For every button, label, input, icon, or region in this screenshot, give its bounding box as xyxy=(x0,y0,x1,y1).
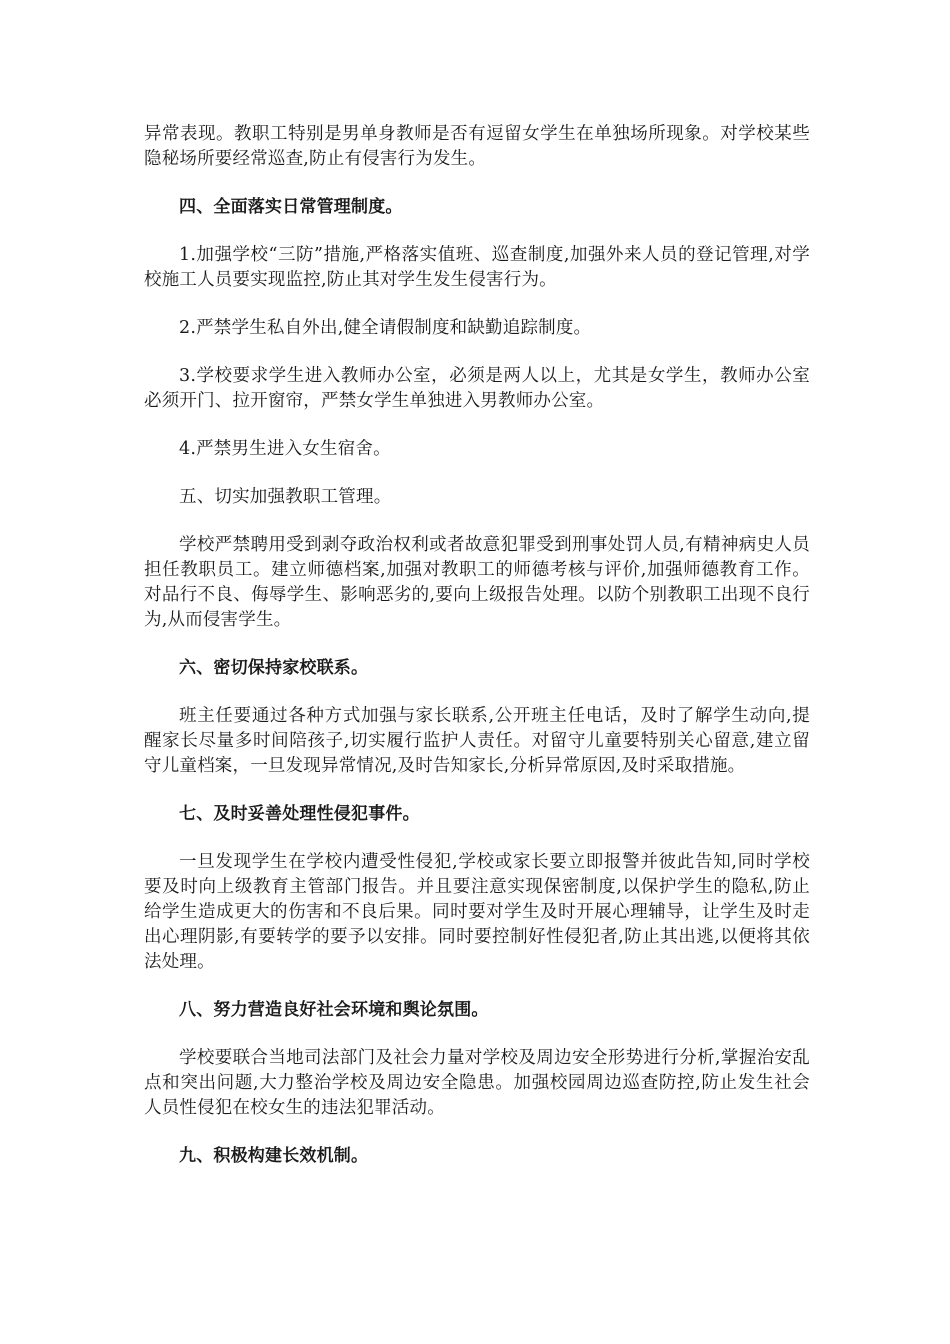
paragraph: 1.加强学校“三防”措施,严格落实值班、巡查制度,加强外来人员的登记管理,对学校施工人员要实现监控,防止其对学生发生侵害行为。 xyxy=(144,245,810,290)
paragraph: 班主任要通过各种方式加强与家长联系,公开班主任电话，及时了解学生动向,提醒家长尽量多时间陪孩子,切实履行监护人责任。对留守儿童要特别关心留意,建立留守儿童档案，一旦发现异常情况,及时告知家长,分析异常原因,及时采取措施。 xyxy=(144,706,810,776)
paragraph: 2.严禁学生私自外出,健全请假制度和缺勤追踪制度。 xyxy=(179,318,592,338)
section-heading: 五、切实加强教职工管理。 xyxy=(179,487,392,507)
section-heading: 四、全面落实日常管理制度。 xyxy=(179,197,403,217)
paragraph: 学校要联合当地司法部门及社会力量对学校及周边安全形势进行分析,掌握治安乱点和突出问题,大力整治学校及周边安全隐患。加强校园周边巡查防控,防止发生社会人员性侵犯在校女生的违法犯罪活动。 xyxy=(144,1048,810,1118)
section-heading: 九、积极构建长效机制。 xyxy=(179,1146,369,1166)
paragraph: 异常表现。教职工特别是男单身教师是否有逗留女学生在单独场所现象。对学校某些隐秘场所要经常巡查,防止有侵害行为发生。 xyxy=(144,124,810,169)
section-heading: 六、密切保持家校联系。 xyxy=(179,658,369,678)
paragraph: 学校严禁聘用受到剥夺政治权利或者故意犯罪受到刑事处罚人员,有精神病史人员担任教职员工。建立师德档案,加强对教职工的师德考核与评价,加强师德教育工作。对品行不良、侮辱学生、影响恶劣的,要向上级报告处理。以防个别教职工出现不良行为,从而侵害学生。 xyxy=(144,535,810,630)
paragraph: 一旦发现学生在学校内遭受性侵犯,学校或家长要立即报警并彼此告知,同时学校要及时向上级教育主管部门报告。并且要注意实现保密制度,以保护学生的隐私,防止给学生造成更大的伤害和不良后果。同时要对学生及时开展心理辅导，让学生及时走出心理阴影,有要转学的要予以安排。同时要控制好性侵犯者,防止其出逃,以便将其依法处理。 xyxy=(144,852,810,972)
section-heading: 八、努力营造良好社会环境和舆论氛围。 xyxy=(179,1000,489,1020)
document-body xyxy=(144,122,810,1192)
paragraph: 3.学校要求学生进入教师办公室，必须是两人以上，尤其是女学生，教师办公室必须开门、拉开窗帘，严禁女学生单独进入男教师办公室。 xyxy=(144,366,810,411)
paragraph: 4.严禁男生进入女生宿舍。 xyxy=(179,439,391,459)
section-heading: 七、及时妥善处理性侵犯事件。 xyxy=(179,804,420,824)
